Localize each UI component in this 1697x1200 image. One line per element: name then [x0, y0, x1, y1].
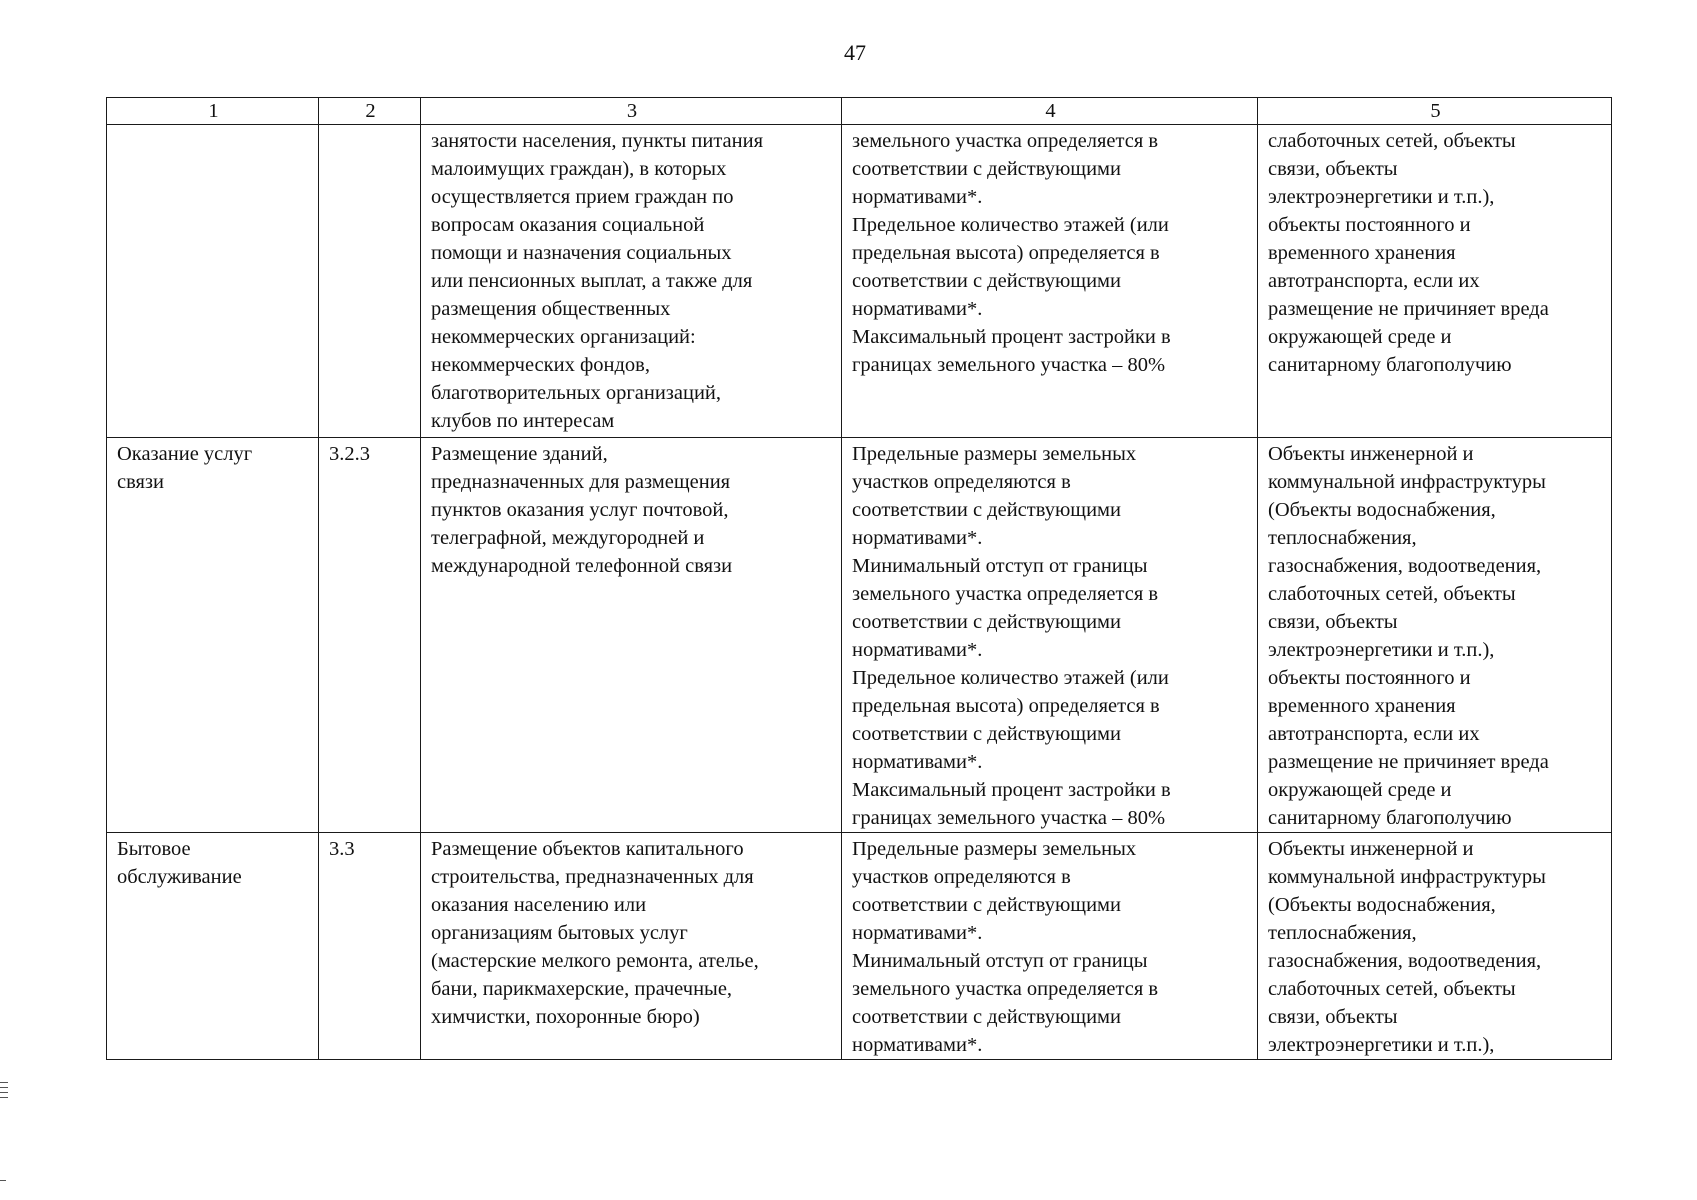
use-description-text: Размещение объектов капитального строительства, предназначенных для оказания населению или организациям бытовых услуг (мастерские мелкого ремонта, ателье, бани, парикмахерские, прачечные, химчистки, похоронные бюро): [431, 838, 759, 1028]
scan-edge-marks: [0, 1082, 8, 1102]
auxiliary-uses-text: слаботочных сетей, объекты связи, объекты электроэнергетики и т.п.), объекты постоянного и временного хранения автотранспорта, если их размещение не причиняет вреда окружающей среде и санитарному благополучию: [1268, 130, 1549, 376]
column-header-1: 1: [107, 98, 319, 125]
cell-auxiliary-uses: [1258, 438, 1612, 833]
use-code-text: [329, 127, 412, 437]
cell-use-code: [319, 125, 421, 438]
use-name-text: Оказание услуг связи: [117, 443, 253, 493]
table-row: [107, 125, 1612, 438]
column-header-3: 3: [421, 98, 842, 125]
parameters-text: земельного участка определяется в соответствии с действующими нормативами*. Предельное количество этажей (или предельная высота) определяется в соответствии с действующими нормативами*. Максимальный процент застройки в границах земельного участка – 80%: [852, 130, 1171, 376]
cell-use-code: [319, 833, 421, 1060]
cell-parameters: [842, 833, 1258, 1060]
use-code-text: 3.3: [329, 838, 355, 860]
land-use-table: [106, 97, 1612, 1060]
table-row: [107, 438, 1612, 833]
parameters-text: Предельные размеры земельных участков определяются в соответствии с действующими нормативами*. Минимальный отступ от границы земельного участка определяется в соответствии с действующими нормативами*. Предельное количество этажей (или предельная высота) определяется в соответствии с действующими нормативами*. Максимальный процент застройки в границах земельного участка – 80%: [852, 443, 1171, 829]
page-number: 47: [844, 40, 866, 65]
column-header-2: 2: [319, 98, 421, 125]
use-description-text: Размещение зданий, предназначенных для размещения пунктов оказания услуг почтовой, телеграфной, междугородней и международной телефонной связи: [431, 443, 733, 577]
scan-edge-mark: [0, 1087, 8, 1088]
cell-use-code: [319, 438, 421, 833]
use-code-text: 3.2.3: [329, 443, 370, 465]
cell-use-description: [421, 125, 842, 438]
auxiliary-uses-text: Объекты инженерной и коммунальной инфраструктуры (Объекты водоснабжения, теплоснабжения, газоснабжения, водоотведения, слаботочных сетей, объекты связи, объекты электроэнергетики и т.п.),: [1268, 838, 1546, 1056]
cell-parameters: [842, 125, 1258, 438]
cell-use-description: [421, 833, 842, 1060]
column-header-4: 4: [842, 98, 1258, 125]
table-row: [107, 833, 1612, 1060]
use-description-text: занятости населения, пункты питания малоимущих граждан), в которых осуществляется прием граждан по вопросам оказания социальной помощи и назначения социальных или пенсионных выплат, а также для размещения общественных некоммерческих организаций: некоммерческих фондов, благотворительных организаций, клубов по интересам: [431, 130, 764, 432]
parameters-text: Предельные размеры земельных участков определяются в соответствии с действующими нормативами*. Минимальный отступ от границы земельного участка определяется в соответствии с действующими нормативами*.: [852, 838, 1159, 1056]
cell-use-name: [107, 438, 319, 833]
auxiliary-uses-text: Объекты инженерной и коммунальной инфраструктуры (Объекты водоснабжения, теплоснабжения, газоснабжения, водоотведения, слаботочных сетей, объекты связи, объекты электроэнергетики и т.п.), объекты постоянного и временного хранения автотранспорта, если их размещение не причиняет вреда окружающей среде и санитарному благополучию: [1268, 443, 1549, 829]
use-name-text: [117, 127, 310, 437]
cell-use-name: [107, 833, 319, 1060]
column-header-5: 5: [1258, 98, 1612, 125]
scan-edge-mark: [0, 1092, 8, 1093]
cell-parameters: [842, 438, 1258, 833]
scan-edge-mark: [0, 1180, 6, 1181]
cell-use-name: [107, 125, 319, 438]
cell-auxiliary-uses: [1258, 125, 1612, 438]
cell-use-description: [421, 438, 842, 833]
use-name-text: Бытовое обслуживание: [117, 838, 242, 888]
table-header-row: [107, 98, 1612, 125]
scan-edge-mark: [0, 1082, 8, 1083]
cell-auxiliary-uses: [1258, 833, 1612, 1060]
scan-edge-mark: [0, 1097, 8, 1098]
